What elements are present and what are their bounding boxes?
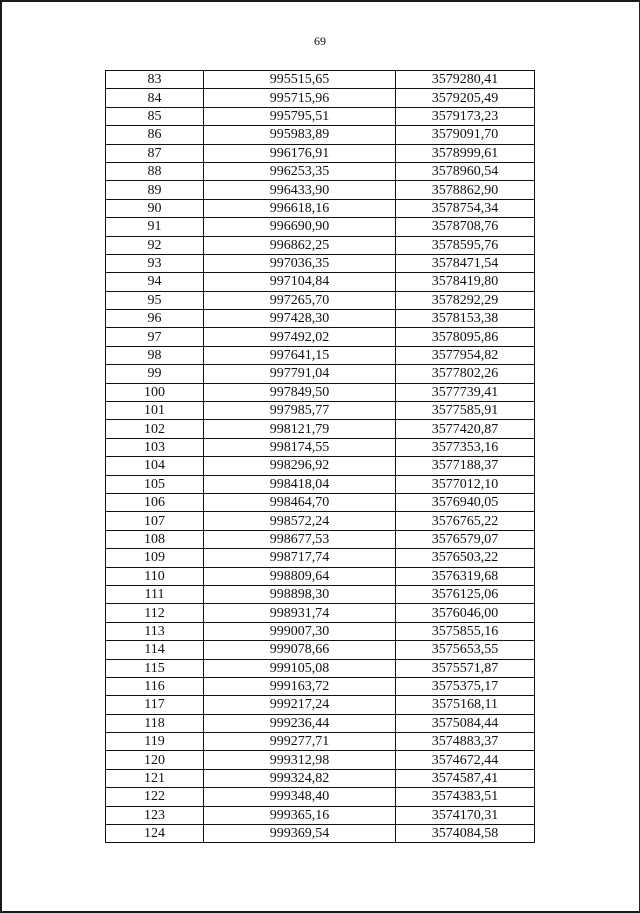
x-coordinate-cell: 999277,71 <box>204 733 396 751</box>
table-row <box>106 218 535 236</box>
y-coordinate-cell: 3575375,17 <box>396 677 535 695</box>
y-coordinate-cell: 3578595,76 <box>396 236 535 254</box>
point-number-cell: 83 <box>106 71 204 89</box>
x-coordinate-cell: 999348,40 <box>204 788 396 806</box>
y-coordinate-cell: 3578960,54 <box>396 162 535 180</box>
x-coordinate-cell: 998931,74 <box>204 604 396 622</box>
y-coordinate-cell: 3579091,70 <box>396 126 535 144</box>
point-number-cell: 94 <box>106 273 204 291</box>
y-coordinate-cell: 3577954,82 <box>396 346 535 364</box>
table-row <box>106 199 535 217</box>
point-number-cell: 87 <box>106 144 204 162</box>
x-coordinate-cell: 997849,50 <box>204 383 396 401</box>
y-coordinate-cell: 3574084,58 <box>396 825 535 843</box>
y-coordinate-cell: 3574672,44 <box>396 751 535 769</box>
y-coordinate-cell: 3579280,41 <box>396 71 535 89</box>
x-coordinate-cell: 998572,24 <box>204 512 396 530</box>
point-number-cell: 102 <box>106 420 204 438</box>
x-coordinate-cell: 999163,72 <box>204 677 396 695</box>
y-coordinate-cell: 3576765,22 <box>396 512 535 530</box>
point-number-cell: 123 <box>106 806 204 824</box>
table-row <box>106 622 535 640</box>
point-number-cell: 96 <box>106 310 204 328</box>
point-number-cell: 92 <box>106 236 204 254</box>
point-number-cell: 85 <box>106 107 204 125</box>
table-row <box>106 457 535 475</box>
x-coordinate-cell: 998121,79 <box>204 420 396 438</box>
y-coordinate-cell: 3578292,29 <box>396 291 535 309</box>
y-coordinate-cell: 3577420,87 <box>396 420 535 438</box>
x-coordinate-cell: 996433,90 <box>204 181 396 199</box>
x-coordinate-cell: 997036,35 <box>204 254 396 272</box>
point-number-cell: 84 <box>106 89 204 107</box>
y-coordinate-cell: 3579173,23 <box>396 107 535 125</box>
table-row <box>106 420 535 438</box>
x-coordinate-cell: 998296,92 <box>204 457 396 475</box>
x-coordinate-cell: 998717,74 <box>204 549 396 567</box>
table-row <box>106 677 535 695</box>
table-row <box>106 236 535 254</box>
table-row <box>106 806 535 824</box>
table-row <box>106 733 535 751</box>
y-coordinate-cell: 3574383,51 <box>396 788 535 806</box>
point-number-cell: 124 <box>106 825 204 843</box>
y-coordinate-cell: 3577739,41 <box>396 383 535 401</box>
table-row <box>106 825 535 843</box>
point-number-cell: 110 <box>106 567 204 585</box>
x-coordinate-cell: 996690,90 <box>204 218 396 236</box>
y-coordinate-cell: 3578754,34 <box>396 199 535 217</box>
point-number-cell: 108 <box>106 530 204 548</box>
point-number-cell: 118 <box>106 714 204 732</box>
point-number-cell: 93 <box>106 254 204 272</box>
point-number-cell: 109 <box>106 549 204 567</box>
x-coordinate-cell: 998418,04 <box>204 475 396 493</box>
point-number-cell: 86 <box>106 126 204 144</box>
y-coordinate-cell: 3578999,61 <box>396 144 535 162</box>
y-coordinate-cell: 3578471,54 <box>396 254 535 272</box>
table-row <box>106 273 535 291</box>
x-coordinate-cell: 999105,08 <box>204 659 396 677</box>
y-coordinate-cell: 3574170,31 <box>396 806 535 824</box>
table-row <box>106 549 535 567</box>
point-number-cell: 90 <box>106 199 204 217</box>
y-coordinate-cell: 3578419,80 <box>396 273 535 291</box>
point-number-cell: 105 <box>106 475 204 493</box>
point-number-cell: 95 <box>106 291 204 309</box>
x-coordinate-cell: 998464,70 <box>204 493 396 511</box>
table-row <box>106 475 535 493</box>
point-number-cell: 97 <box>106 328 204 346</box>
point-number-cell: 100 <box>106 383 204 401</box>
x-coordinate-cell: 999312,98 <box>204 751 396 769</box>
table-row <box>106 641 535 659</box>
table-row <box>106 769 535 787</box>
y-coordinate-cell: 3577802,26 <box>396 365 535 383</box>
table-row <box>106 585 535 603</box>
point-number-cell: 117 <box>106 696 204 714</box>
x-coordinate-cell: 999365,16 <box>204 806 396 824</box>
point-number-cell: 88 <box>106 162 204 180</box>
y-coordinate-cell: 3578095,86 <box>396 328 535 346</box>
x-coordinate-cell: 998677,53 <box>204 530 396 548</box>
x-coordinate-cell: 998174,55 <box>204 438 396 456</box>
table-row <box>106 493 535 511</box>
table-row <box>106 291 535 309</box>
y-coordinate-cell: 3575855,16 <box>396 622 535 640</box>
table-row <box>106 346 535 364</box>
table-row <box>106 383 535 401</box>
x-coordinate-cell: 997985,77 <box>204 402 396 420</box>
x-coordinate-cell: 995515,65 <box>204 71 396 89</box>
y-coordinate-cell: 3575084,44 <box>396 714 535 732</box>
y-coordinate-cell: 3576046,00 <box>396 604 535 622</box>
table-row <box>106 162 535 180</box>
table-row <box>106 365 535 383</box>
table-row <box>106 530 535 548</box>
point-number-cell: 113 <box>106 622 204 640</box>
table-row <box>106 788 535 806</box>
x-coordinate-cell: 996862,25 <box>204 236 396 254</box>
x-coordinate-cell: 997265,70 <box>204 291 396 309</box>
table-row <box>106 696 535 714</box>
y-coordinate-cell: 3578862,90 <box>396 181 535 199</box>
x-coordinate-cell: 997104,84 <box>204 273 396 291</box>
coordinates-table <box>105 70 535 843</box>
coordinates-table-body <box>106 71 535 843</box>
point-number-cell: 116 <box>106 677 204 695</box>
point-number-cell: 119 <box>106 733 204 751</box>
table-row <box>106 714 535 732</box>
table-row <box>106 659 535 677</box>
point-number-cell: 107 <box>106 512 204 530</box>
table-row <box>106 402 535 420</box>
x-coordinate-cell: 996176,91 <box>204 144 396 162</box>
x-coordinate-cell: 999369,54 <box>204 825 396 843</box>
y-coordinate-cell: 3576319,68 <box>396 567 535 585</box>
y-coordinate-cell: 3575653,55 <box>396 641 535 659</box>
table-row <box>106 107 535 125</box>
point-number-cell: 91 <box>106 218 204 236</box>
table-row <box>106 751 535 769</box>
y-coordinate-cell: 3575168,11 <box>396 696 535 714</box>
point-number-cell: 101 <box>106 402 204 420</box>
table-row <box>106 126 535 144</box>
table-row <box>106 254 535 272</box>
table-row <box>106 89 535 107</box>
table-row <box>106 567 535 585</box>
y-coordinate-cell: 3576125,06 <box>396 585 535 603</box>
x-coordinate-cell: 995715,96 <box>204 89 396 107</box>
y-coordinate-cell: 3577188,37 <box>396 457 535 475</box>
point-number-cell: 89 <box>106 181 204 199</box>
x-coordinate-cell: 996253,35 <box>204 162 396 180</box>
table-row <box>106 310 535 328</box>
table-row <box>106 144 535 162</box>
y-coordinate-cell: 3579205,49 <box>396 89 535 107</box>
y-coordinate-cell: 3575571,87 <box>396 659 535 677</box>
y-coordinate-cell: 3576503,22 <box>396 549 535 567</box>
x-coordinate-cell: 997641,15 <box>204 346 396 364</box>
point-number-cell: 115 <box>106 659 204 677</box>
table-row <box>106 512 535 530</box>
x-coordinate-cell: 998898,30 <box>204 585 396 603</box>
x-coordinate-cell: 996618,16 <box>204 199 396 217</box>
point-number-cell: 122 <box>106 788 204 806</box>
point-number-cell: 104 <box>106 457 204 475</box>
x-coordinate-cell: 999078,66 <box>204 641 396 659</box>
point-number-cell: 99 <box>106 365 204 383</box>
y-coordinate-cell: 3578708,76 <box>396 218 535 236</box>
x-coordinate-cell: 999324,82 <box>204 769 396 787</box>
y-coordinate-cell: 3576940,05 <box>396 493 535 511</box>
point-number-cell: 98 <box>106 346 204 364</box>
point-number-cell: 111 <box>106 585 204 603</box>
y-coordinate-cell: 3574883,37 <box>396 733 535 751</box>
y-coordinate-cell: 3577353,16 <box>396 438 535 456</box>
x-coordinate-cell: 995983,89 <box>204 126 396 144</box>
table-row <box>106 181 535 199</box>
x-coordinate-cell: 998809,64 <box>204 567 396 585</box>
y-coordinate-cell: 3574587,41 <box>396 769 535 787</box>
y-coordinate-cell: 3576579,07 <box>396 530 535 548</box>
point-number-cell: 106 <box>106 493 204 511</box>
y-coordinate-cell: 3577585,91 <box>396 402 535 420</box>
x-coordinate-cell: 995795,51 <box>204 107 396 125</box>
x-coordinate-cell: 997492,02 <box>204 328 396 346</box>
table-row <box>106 438 535 456</box>
table-row <box>106 71 535 89</box>
y-coordinate-cell: 3578153,38 <box>396 310 535 328</box>
point-number-cell: 120 <box>106 751 204 769</box>
page-number: 69 <box>314 34 326 48</box>
point-number-cell: 112 <box>106 604 204 622</box>
x-coordinate-cell: 997791,04 <box>204 365 396 383</box>
point-number-cell: 103 <box>106 438 204 456</box>
x-coordinate-cell: 999217,24 <box>204 696 396 714</box>
table-row <box>106 604 535 622</box>
x-coordinate-cell: 999007,30 <box>204 622 396 640</box>
table-row <box>106 328 535 346</box>
x-coordinate-cell: 997428,30 <box>204 310 396 328</box>
point-number-cell: 114 <box>106 641 204 659</box>
x-coordinate-cell: 999236,44 <box>204 714 396 732</box>
y-coordinate-cell: 3577012,10 <box>396 475 535 493</box>
point-number-cell: 121 <box>106 769 204 787</box>
